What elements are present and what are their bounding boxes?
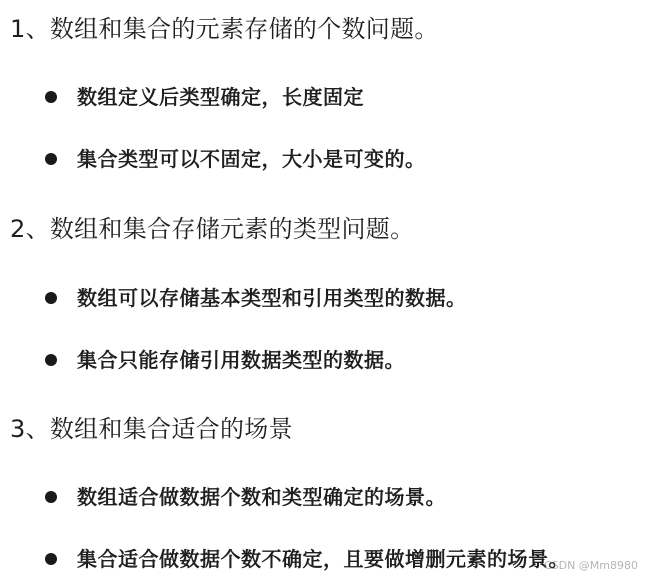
bullet-dot-icon — [45, 491, 57, 503]
section-1-heading: 1、数组和集合的元素存储的个数问题。 — [10, 15, 439, 43]
watermark: CSDN @Mm8980 — [543, 559, 638, 572]
bullet-dot-icon — [45, 292, 57, 304]
bullet-text: 数组可以存储基本类型和引用类型的数据。 — [77, 286, 467, 310]
bullet-text: 集合适合做数据个数不确定，且要做增删元素的场景。 — [77, 547, 569, 571]
bullet-dot-icon — [45, 91, 57, 103]
bullet-text: 集合类型可以不固定，大小是可变的。 — [77, 147, 426, 171]
bullet-dot-icon — [45, 153, 57, 165]
bullet-text: 数组定义后类型确定，长度固定 — [77, 85, 364, 109]
bullet-text: 数组适合做数据个数和类型确定的场景。 — [77, 485, 446, 509]
bullet-text: 集合只能存储引用数据类型的数据。 — [77, 348, 405, 372]
section-3-heading: 3、数组和集合适合的场景 — [10, 415, 293, 443]
bullet-dot-icon — [45, 354, 57, 366]
section-2-heading: 2、数组和集合存储元素的类型问题。 — [10, 215, 415, 243]
bullet-dot-icon — [45, 553, 57, 565]
